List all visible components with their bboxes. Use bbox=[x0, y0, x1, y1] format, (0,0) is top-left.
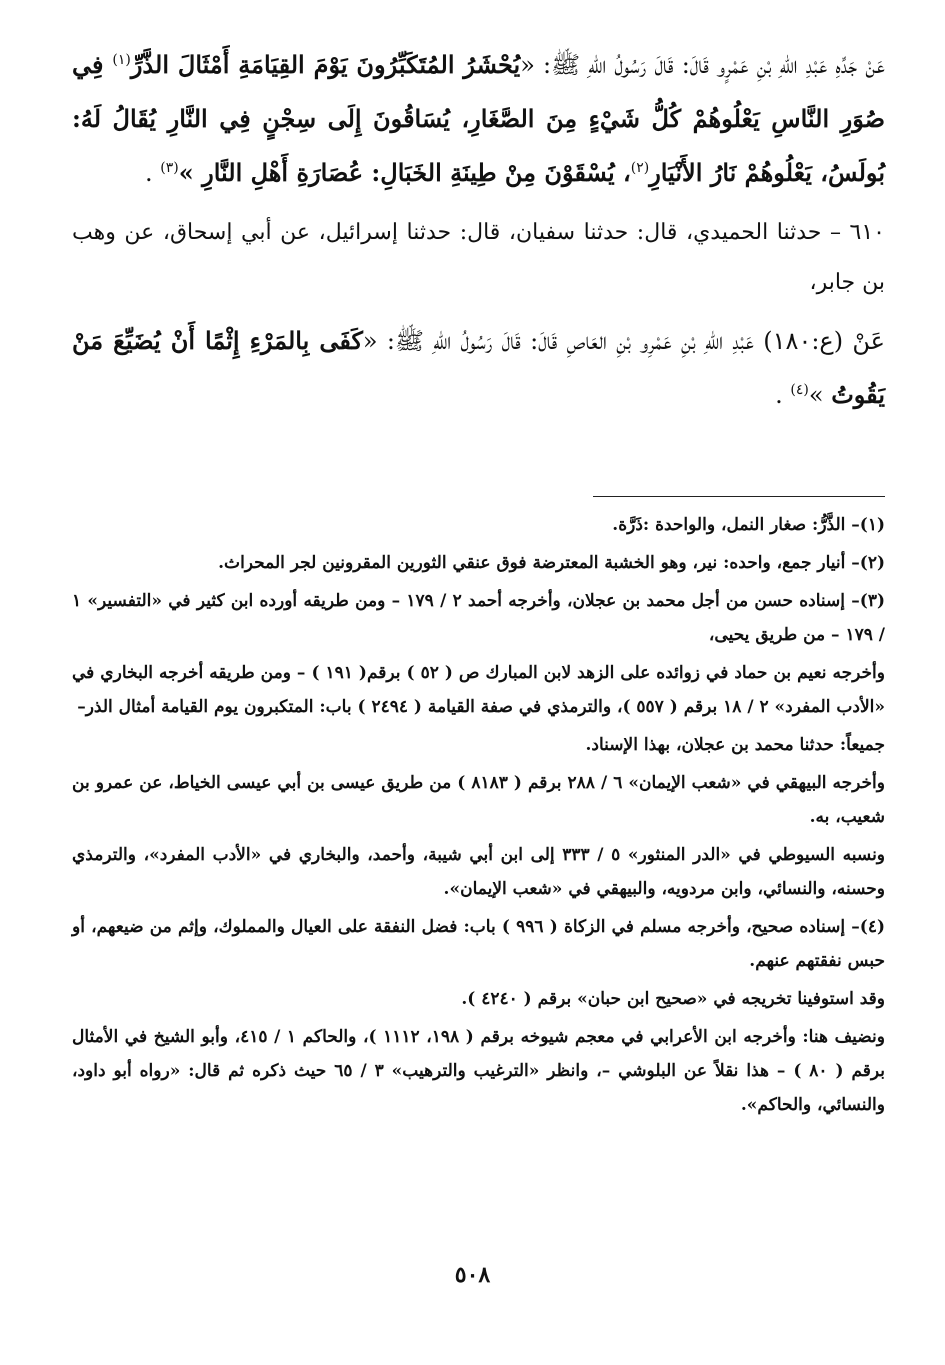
hadith-chain-610: ٦١٠ – حدثنا الحميدي، قال: حدثنا سفيان، قال: حدثنا إسرائيل، عن أبي إسحاق، عن وهب بن جابر، bbox=[72, 220, 885, 295]
hadith-text-part-c: ، يُسْقَوْنَ مِنْ طِينَةِ الخَبَالِ: عُصَارَةِ أَهْلِ النَّارِ » bbox=[178, 158, 631, 187]
hadith-2-end-mark: . bbox=[775, 381, 791, 409]
footnote-3-continuation-2: جميعاً: حدثنا محمد بن عجلان، بهذا الإسناد. bbox=[585, 735, 885, 755]
footnote-2: (٢)– أنيار جمع، واحده: نير، وهو الخشبة المعترضة فوق عنقي الثورين المقرونين لجر المحراث. bbox=[218, 553, 885, 573]
hadith-end-mark: . bbox=[145, 159, 161, 187]
footnote-3: (٣)– إسناده حسن من أجل محمد بن عجلان، وأخرجه أحمد ٢ / ١٧٩ – ومن طريقه أورده ابن كثير في «التفسير» ١ / ١٧٩ – من طريق يحيى، bbox=[72, 591, 886, 645]
footnote-ref-2: (٢) bbox=[630, 160, 650, 176]
main-text bbox=[72, 38, 885, 428]
hadith-2-close: » bbox=[808, 381, 832, 409]
footnote-ref-4: (٤) bbox=[790, 382, 809, 398]
hadith-2-text: كَفَى بِالمَرْءِ إِثْمًا أَنْ يُضَيِّعَ مَنْ يَقُوتُ bbox=[72, 326, 885, 409]
footnotes bbox=[72, 508, 885, 1126]
footnote-4-continuation-1: وقد استوفينا تخريجه في «صحيح ابن حبان» برقم ( ٤٢٤٠ ). bbox=[461, 989, 885, 1009]
footnote-4-continuation-2: ونضيف هنا: وأخرجه ابن الأعرابي في معجم شيوخه برقم ( ١٩٨، ١١١٢ )، والحاكم ١ / ٤١٥، وأبو الشيخ في الأمثال برقم ( ٨٠ ) – هذا نقلاً عن البلوشي –، وانظر «الترغيب والترهيب» ٣ / ٦٥ حيث ذكره ثم قال: «رواه أبو داود، والنسائي، والحاكم». bbox=[72, 1027, 886, 1115]
footnote-1: (١)– الذَّرُّ: صغار النمل، والواحدة :ذَرَّة. bbox=[612, 515, 885, 535]
footnote-3-continuation-4: ونسبه السيوطي في «الدر المنثور» ٥ / ٣٣٣ إلى ابن أبي شيبة، وأحمد، والبخاري في «الأدب المفرد»، والترمذي وحسنه، والنسائي، وابن مردويه، والبيهقي في «شعب الإيمان». bbox=[72, 845, 886, 899]
hadith-text-part-a: يُحْشَرُ المُتَكَبِّرُونَ يَوْمَ القِيَامَةِ أَمْثَالَ الذَّرِّ bbox=[130, 50, 521, 79]
footnote-3-continuation-1: وأخرجه نعيم بن حماد في زوائده على الزهد لابن المبارك ص ( ٥٢ ) برقم( ١٩١ ) – ومن طريقه أخرجه البخاري في «الأدب المفرد» ٢ / ١٨ برقم ( ٥٥٧ )، والترمذي في صفة القيامة ( ٢٤٩٤ ) باب: المتكبرون يوم القيامة أمثال الذر– bbox=[72, 663, 885, 717]
hadith-text-part-b: فِي صُوَرِ النَّاسِ يَعْلُوهُمْ كُلُّ شَيْءٍ مِنَ الصَّغَارِ، يُسَاقُونَ إِلَى سِجْنٍ فِي النَّارِ يُقَالُ لَهُ: بُولَسُ، يَعْلُوهُمْ نَارُ الأَنْيَارِ bbox=[72, 50, 885, 187]
footnote-ref-1: (١) bbox=[112, 52, 131, 68]
hadith-2-chain-end: عَنْ (ع:١٨٠) عَبْدِ اللهِ بْنِ عَمْرِو بْنِ العَاصِ قَالَ: قَالَ رَسُولُ اللهِ ﷺ: « bbox=[362, 327, 885, 355]
hadith-paragraph-2 bbox=[72, 314, 885, 422]
footnote-3-continuation-3: وأخرجه البيهقي في «شعب الإيمان» ٦ / ٢٨٨ برقم ( ٨١٨٣ ) من طريق عيسى بن أبي عيسى الخياط، عن عمرو بن شعيب، به. bbox=[72, 773, 885, 827]
footnote-ref-3: (٣) bbox=[160, 160, 179, 176]
footnote-separator bbox=[593, 496, 885, 497]
hadith-paragraph-1 bbox=[72, 38, 885, 200]
hadith-chain-end: عَنْ جَدِّهِ عَبْدِ اللهِ بْنِ عَمْرٍو قَالَ: قَالَ رَسُولُ اللهِ ﷺ: « bbox=[520, 51, 885, 79]
page-number: ٥٠٨ bbox=[454, 1262, 491, 1288]
footnote-4: (٤)– إسناده صحيح، وأخرجه مسلم في الزكاة ( ٩٩٦ ) باب: فضل النفقة على العيال والمملوك، وإثم من ضيعهم، أو حبس نفقتهم عنهم. bbox=[72, 917, 885, 971]
